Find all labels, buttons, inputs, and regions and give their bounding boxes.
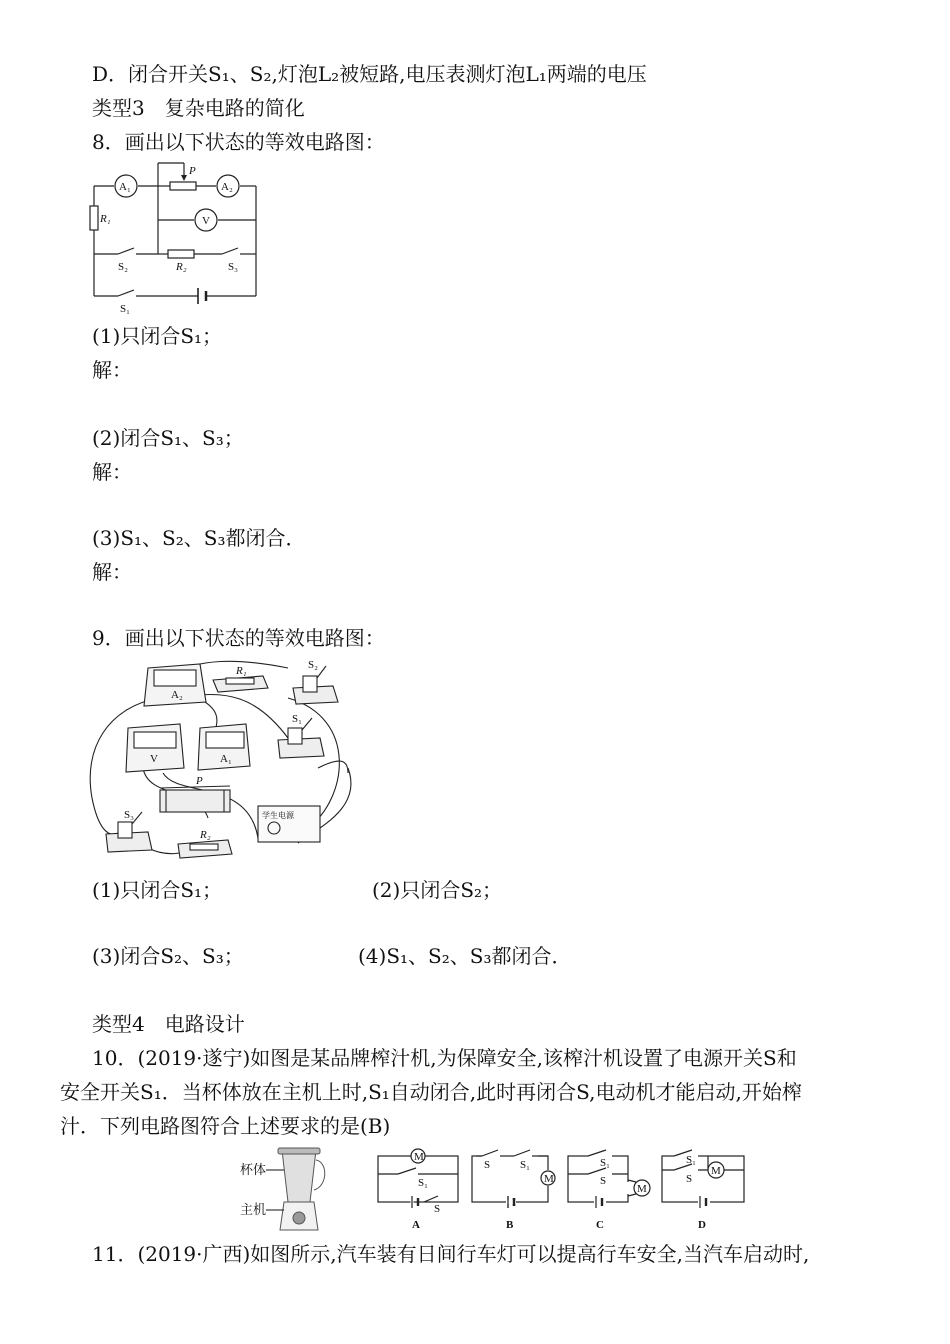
circuit-option-a — [376, 1150, 461, 1230]
label-base: 主机 — [240, 1202, 267, 1217]
type4-heading: 类型4 电路设计 — [92, 1012, 245, 1036]
option-b-label: B — [506, 1219, 514, 1231]
q9-part4: (4)S₁、S₂、S₃都闭合． — [358, 944, 572, 968]
c-s1: S₁ — [600, 1157, 610, 1169]
fig9-label-a1: A₁ — [220, 753, 232, 765]
b-m: M — [544, 1173, 554, 1185]
q8-part1: (1)只闭合S₁； — [92, 324, 223, 348]
q8-answer1: 解： — [92, 358, 132, 382]
fig9-label-s3: S₃ — [124, 809, 134, 821]
c-m: M — [637, 1183, 647, 1195]
a-s: S — [434, 1203, 441, 1215]
c-s: S — [600, 1175, 607, 1187]
juicer-figure — [238, 1146, 358, 1236]
d-s: S — [686, 1173, 693, 1185]
label-a1: A₁ — [119, 181, 131, 193]
q8-answer3: 解： — [92, 560, 132, 584]
circuit-option-c — [566, 1150, 651, 1230]
option-d-text: D．闭合开关S₁、S₂,灯泡L₂被短路,电压表测灯泡L₁两端的电压 — [92, 62, 647, 86]
fig9-label-p: P — [196, 775, 203, 787]
b-s: S — [484, 1159, 491, 1171]
label-s3: S₃ — [228, 261, 238, 273]
fig9-label-r1: R₁ — [236, 665, 247, 677]
label-r1: R₁ — [100, 213, 111, 225]
option-d-label: D — [698, 1219, 706, 1231]
a-m: M — [414, 1151, 424, 1163]
question-10-line1: 10．(2019·遂宁)如图是某品牌榨汁机,为保障安全,该榨汁机设置了电源开关S和 — [92, 1046, 797, 1070]
q9-part2: (2)只闭合S₂； — [372, 878, 503, 902]
b-s1: S₁ — [520, 1159, 530, 1171]
d-m: M — [711, 1165, 721, 1177]
question-9: 9．画出以下状态的等效电路图： — [92, 626, 385, 650]
a-s1: S₁ — [418, 1177, 428, 1189]
fig9-label-power: 学生电源 — [262, 811, 294, 820]
fig9-label-a2: A₂ — [171, 689, 183, 701]
physical-circuit-9 — [88, 658, 358, 863]
q8-part3: (3)S₁、S₂、S₃都闭合． — [92, 526, 306, 550]
label-v: V — [202, 215, 210, 227]
q9-part1: (1)只闭合S₁； — [92, 878, 223, 902]
q8-answer2: 解： — [92, 460, 132, 484]
fig9-label-r2: R₂ — [200, 829, 211, 841]
q8-part2: (2)闭合S₁、S₃； — [92, 426, 244, 450]
option-a-label: A — [412, 1219, 420, 1231]
question-11: 11．(2019·广西)如图所示,汽车装有日间行车灯可以提高行车安全,当汽车启动时, — [92, 1242, 810, 1266]
label-r2: R₂ — [176, 261, 187, 273]
circuit-option-d — [660, 1150, 750, 1230]
label-s1: S₁ — [120, 303, 130, 315]
type3-heading: 类型3 复杂电路的简化 — [92, 96, 305, 120]
circuit-diagram-8 — [88, 160, 268, 315]
fig9-label-s2: S₂ — [308, 659, 318, 671]
fig9-label-s1: S₁ — [292, 713, 302, 725]
question-10-line3: 汁．下列电路图符合上述要求的是(B) — [60, 1114, 391, 1138]
circuit-option-b — [470, 1150, 555, 1230]
label-s2: S₂ — [118, 261, 128, 273]
question-8: 8．画出以下状态的等效电路图： — [92, 130, 385, 154]
option-c-label: C — [596, 1219, 604, 1231]
label-p: P — [189, 165, 196, 177]
label-a2: A₂ — [221, 181, 233, 193]
question-10-line2: 安全开关S₁．当杯体放在主机上时,S₁自动闭合,此时再闭合S,电动机才能启动,开始榨 — [60, 1080, 802, 1104]
label-cup: 杯体 — [240, 1162, 267, 1177]
q9-part3: (3)闭合S₂、S₃； — [92, 944, 244, 968]
d-s1: S₁ — [686, 1154, 696, 1166]
fig9-label-v: V — [150, 753, 158, 765]
